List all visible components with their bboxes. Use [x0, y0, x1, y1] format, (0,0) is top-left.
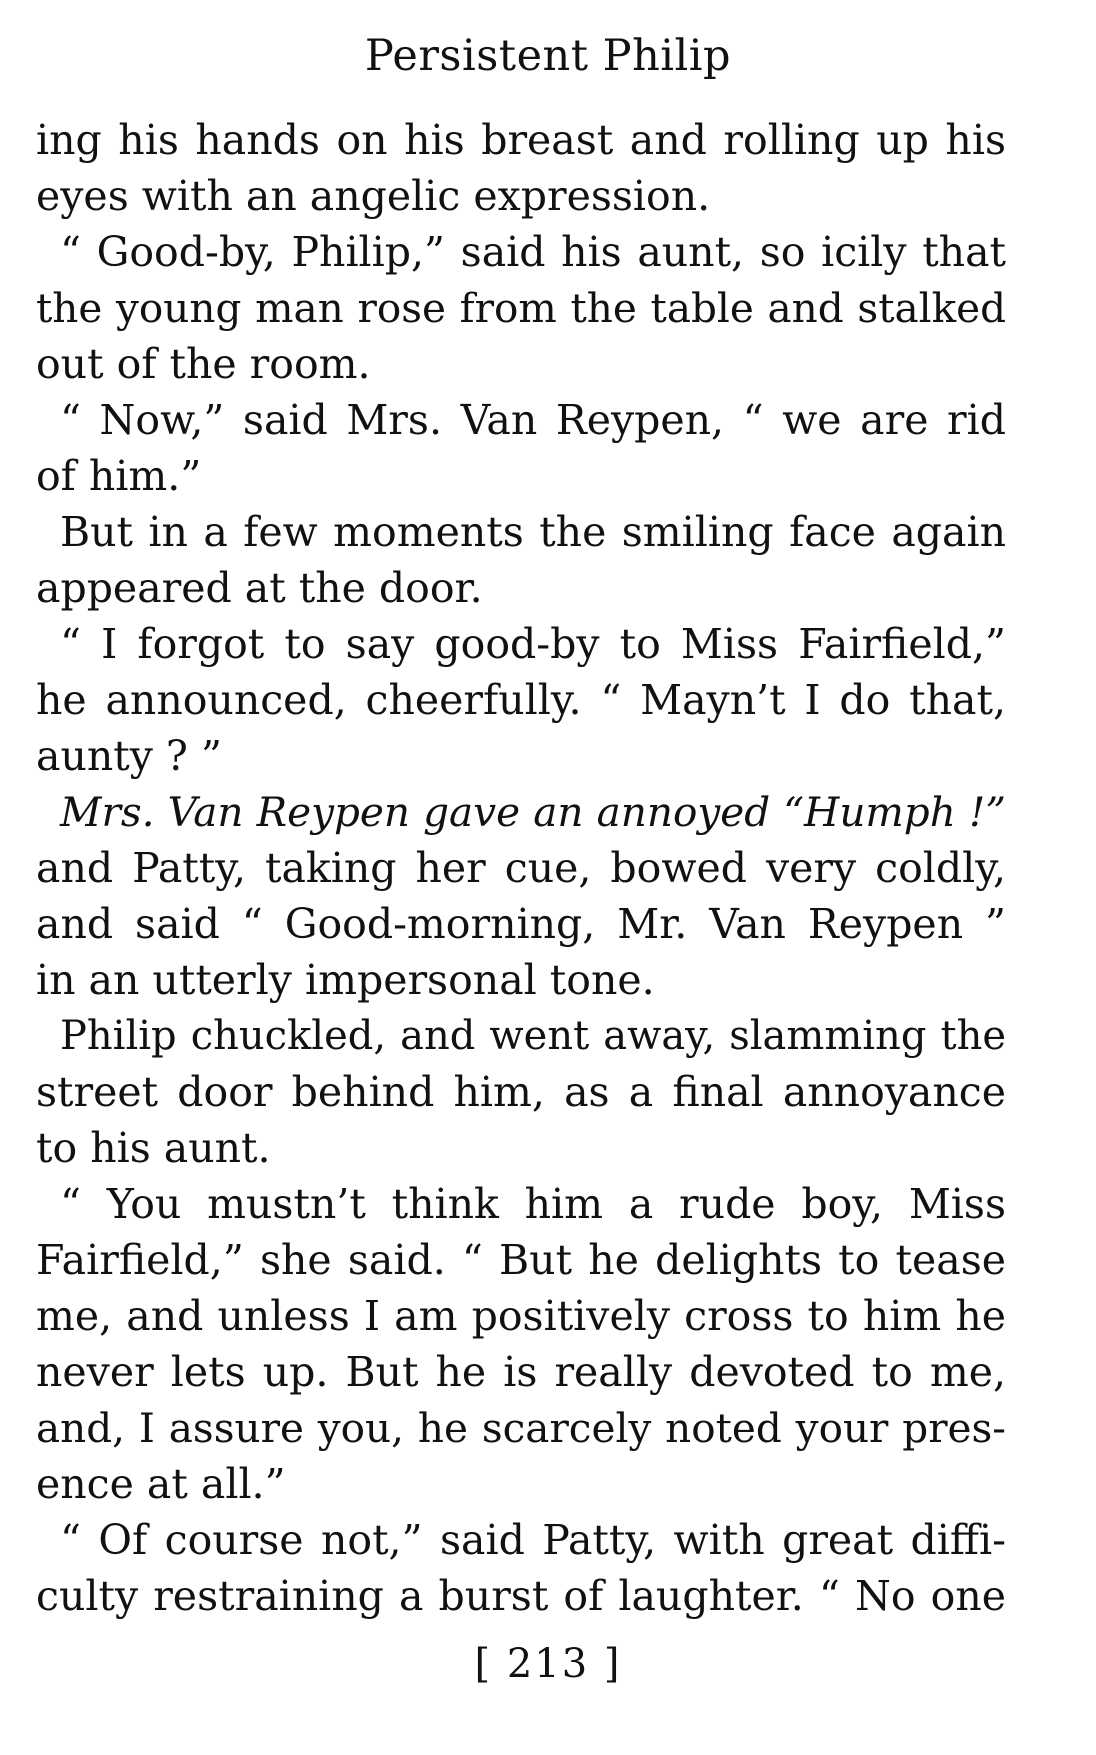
text-line: never lets up. But he is really devoted to me, [36, 1348, 1006, 1396]
page-number: [ 213 ] [474, 1641, 622, 1687]
paragraph [36, 1176, 1006, 1512]
text-line: of him.” [36, 452, 202, 500]
text-line: Philip chuckled, and went away, slamming the [60, 1013, 1006, 1059]
text-line: and said “ Good-morning, Mr. Van Reypen ” [36, 900, 1006, 948]
text-line: to his aunt. [36, 1124, 271, 1172]
text-line: appeared at the door. [36, 564, 483, 612]
text-line: and, I assure you, he scarcely noted your pres- [36, 1404, 1006, 1452]
paragraph [36, 616, 1006, 784]
text-line: eyes with an angelic expression. [36, 172, 711, 220]
paragraph [36, 1008, 1006, 1176]
paragraph [36, 1512, 1006, 1624]
text-line: “ You mustn’t think him a rude boy, Miss [60, 1180, 1006, 1228]
text-line: “ I forgot to say good-by to Miss Fairfield,” [60, 620, 1006, 668]
text-line: ence at all.” [36, 1460, 286, 1508]
text-line: Mrs. Van Reypen gave an annoyed “Humph !” [60, 788, 1006, 836]
text-line: “ Of course not,” said Patty, with great diffi- [60, 1516, 1006, 1564]
text-line: “ Now,” said Mrs. Van Reypen, “ we are rid [60, 396, 1006, 444]
text-line: me, and unless I am positively cross to him he [36, 1292, 1006, 1340]
paragraph [36, 504, 1006, 616]
body-text [36, 112, 1006, 1624]
text-line: ing his hands on his breast and rolling up his [36, 116, 1006, 164]
text-line: in an utterly impersonal tone. [36, 956, 655, 1004]
running-head: Persistent Philip [364, 31, 732, 81]
text-line: he announced, cheerfully. “ Mayn’t I do that, [36, 676, 1006, 724]
text-line: aunty ? ” [36, 732, 222, 780]
text-line: culty restraining a burst of laughter. “ No one [36, 1572, 1006, 1620]
paragraph [36, 392, 1006, 504]
text-line: out of the room. [36, 340, 371, 388]
paragraph [36, 224, 1006, 392]
text-line: Fairfield,” she said. “ But he delights to tease [36, 1236, 1006, 1284]
paragraph [36, 112, 1006, 224]
text-line: But in a few moments the smiling face again [60, 508, 1006, 556]
text-line: the young man rose from the table and stalked [36, 284, 1006, 332]
paragraph [36, 784, 1006, 1008]
text-line: and Patty, taking her cue, bowed very coldly, [36, 844, 1006, 892]
text-line: street door behind him, as a final annoyance [36, 1068, 1006, 1116]
text-line: “ Good-by, Philip,” said his aunt, so icily that [60, 228, 1006, 276]
